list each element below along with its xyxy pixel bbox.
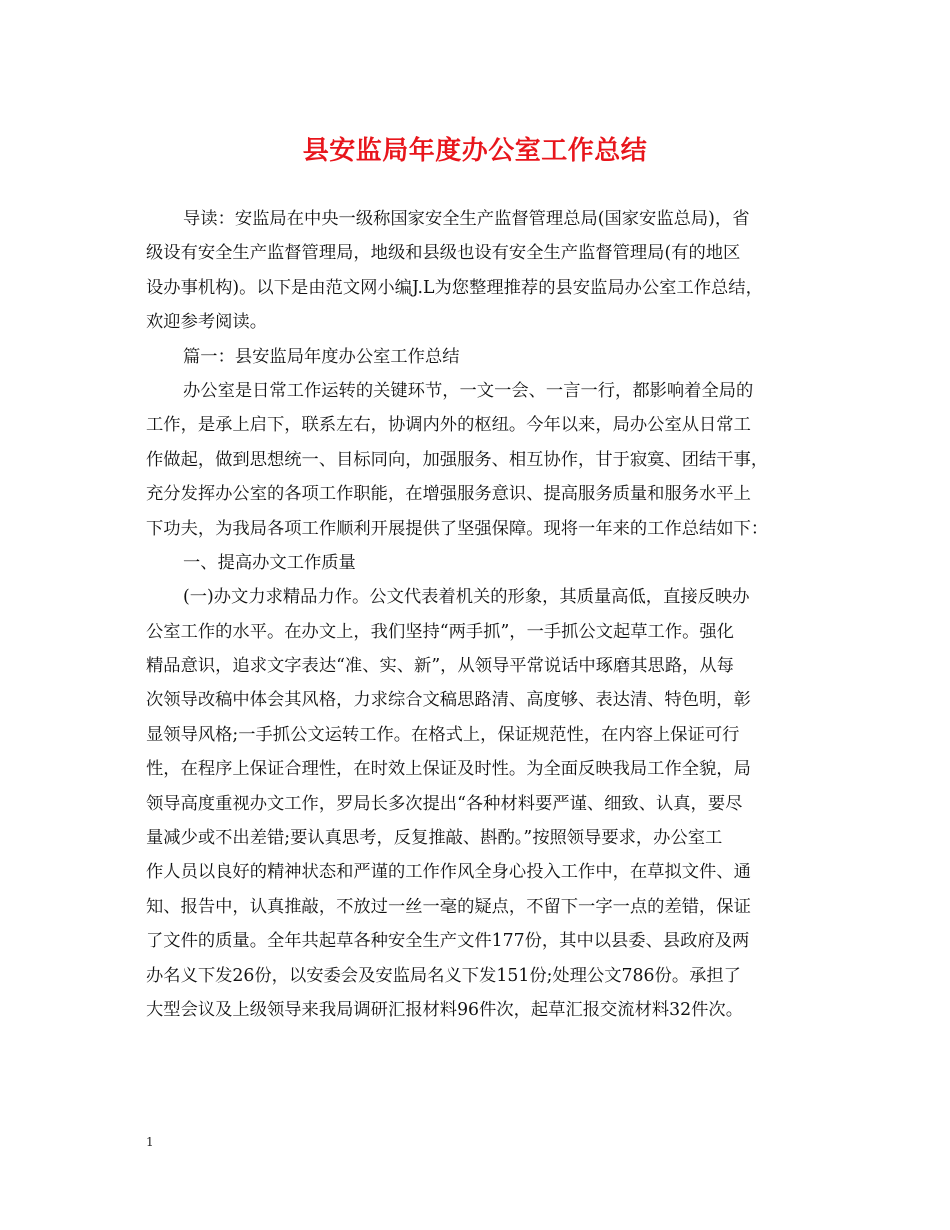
document-body <box>146 202 826 1027</box>
paragraph-line: 性，在程序上保证合理性，在时效上保证及时性。为全面反映我局工作全貌，局 <box>146 759 751 780</box>
paragraph-line: 导读：安监局在中央一级称国家安全生产监督管理总局(国家安监总局)，省 <box>183 209 750 229</box>
paragraph-line: 领导高度重视办文工作，罗局长多次提出“各种材料要严谨、细致、认真，要尽 <box>146 793 743 814</box>
page-number: 1 <box>146 1135 154 1149</box>
paragraph-line: 办名义下发26份，以安委会及安监局名义下发151份;处理公文786份。承担了 <box>146 965 741 986</box>
paragraph-line: 了文件的质量。全年共起草各种安全生产文件177份，其中以县委、县政府及两 <box>146 931 750 952</box>
paragraph-line: 作做起，做到思想统一、目标同向，加强服务、相互协作，甘于寂寞、团结干事， <box>146 449 769 470</box>
paragraph-line: 办公室是日常工作运转的关键环节，一文一会、一言一行，都影响着全局的 <box>183 380 754 401</box>
paragraph-line: (一)办文力求精品力作。公文代表着机关的形象，其质量高低，直接反映办 <box>183 587 750 608</box>
paragraph-line: 作人员以良好的精神状态和严谨的工作作风全身心投入工作中，在草拟文件、通 <box>146 862 751 883</box>
section-heading: 篇一：县安监局年度办公室工作总结 <box>183 346 460 367</box>
paragraph-line: 欢迎参考阅读。 <box>146 312 267 333</box>
paragraph-line: 设办事机构)。以下是由范文网小编J.L为您整理推荐的县安监局办公室工作总结， <box>146 277 763 298</box>
section-heading: 一、提高办文工作质量 <box>183 552 356 573</box>
paragraph-line: 下功夫，为我局各项工作顺利开展提供了坚强保障。现将一年来的工作总结如下： <box>146 518 769 539</box>
paragraph-line: 显领导风格;一手抓公文运转工作。在格式上，保证规范性，在内容上保证可行 <box>146 724 740 745</box>
paragraph-line: 次领导改稿中体会其风格，力求综合文稿思路清、高度够、表达清、特色明，彰 <box>146 690 751 711</box>
paragraph-line: 工作，是承上启下，联系左右，协调内外的枢纽。今年以来，局办公室从日常工 <box>146 415 751 436</box>
paragraph-line: 大型会议及上级领导来我局调研汇报材料96件次，起草汇报交流材料32件次。 <box>146 999 743 1020</box>
paragraph-line: 知、报告中，认真推敲，不放过一丝一毫的疑点，不留下一字一点的差错，保证 <box>146 896 751 917</box>
paragraph-line: 级设有安全生产监督管理局，地级和县级也设有安全生产监督管理局(有的地区 <box>146 243 741 264</box>
paragraph-line: 精品意识，追求文字表达“准、实、新”，从领导平常说话中琢磨其思路，从每 <box>146 656 734 677</box>
document-title: 县安监局年度办公室工作总结 <box>302 136 648 166</box>
paragraph-line: 公室工作的水平。在办文上，我们坚持“两手抓”，一手抓公文起草工作。强化 <box>146 621 734 642</box>
paragraph-line: 量减少或不出差错;要认真思考，反复推敲、斟酌。”按照领导要求，办公室工 <box>146 828 723 849</box>
paragraph-line: 充分发挥办公室的各项工作职能，在增强服务意识、提高服务质量和服务水平上 <box>146 484 751 505</box>
